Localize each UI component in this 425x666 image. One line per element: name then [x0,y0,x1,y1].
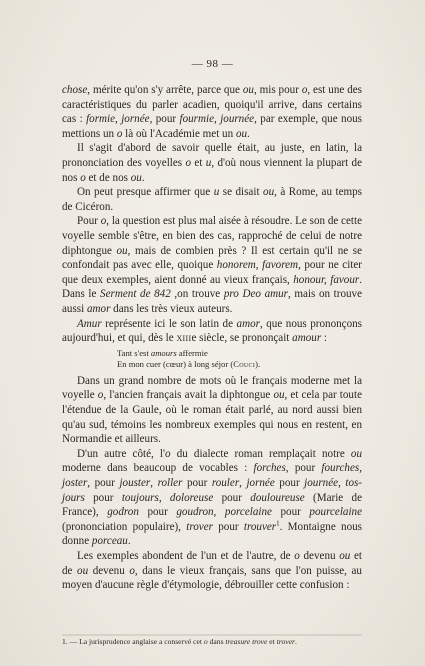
text-run: : [321,332,328,345]
text-run: pour [213,491,251,504]
text-run: Dans un grand nombre de mots où le français moderne met la voyelle [62,374,362,402]
text-run: devenu [88,564,130,577]
text-run: , [239,477,247,490]
text-run: Les exemples abondent de l'un et de l'autre, de [77,550,295,562]
italic-text: o [165,447,171,460]
italic-text: rouler [211,477,240,490]
footnote-ref: 1 [276,519,280,528]
italic-text: ou [130,171,142,184]
verse-line [117,348,362,360]
text-run: , la question est plus mal aisée à résoudre. Le son de cette voyelle semble s'être, en bien des cas, rapproché de celui de notre diphtongue [62,215,362,257]
text-run: , mis pour [253,84,302,96]
text-run: En mon cuer (cœur) à long séjor ( [117,359,234,370]
text-run: , et cela par toute l'étendue de la Gaule, où le roman était parlé, au nord aussi bien qu'au sud, témoins les nombreux exemples qui nous en restent, en Normandie et ailleurs. [62,389,362,446]
text-run: (Marie de France), [62,491,363,519]
italic-text: journée [304,477,339,490]
paragraph [62,214,362,316]
text-run: , que nous prononçons aujourd'hui, et qui, dès le [62,317,362,345]
text-run: Il s'agit d'abord de savoir quelle était, au juste, en latin, la prononciation des voyelles [62,142,362,169]
page-number: — 98 — [191,58,234,70]
text-run: e siècle, se prononçait [191,332,293,345]
text-run: pour [84,491,122,504]
italic-text: o [97,389,104,402]
italic-text: ou [242,84,254,96]
text-run: et de [62,550,362,577]
text-run: et [267,637,277,646]
text-run: . [141,171,145,184]
italic-text: u [205,156,212,169]
italic-text: forches [253,462,286,475]
italic-text: ou [339,550,351,562]
italic-text: amour [292,332,322,345]
text-run: pour [271,506,310,519]
italic-text: porcelaine [224,506,272,519]
italic-text: goudron [176,506,214,519]
text-run: , [213,506,225,519]
italic-text: amours [150,347,177,358]
text-run: se disait [219,186,264,199]
paragraph [62,374,362,447]
italic-text: pourcelaine [309,506,362,519]
text-run: dans les très vieux auteurs. [110,302,233,315]
italic-text: o [116,127,123,140]
italic-text: fourmie, journée, [179,113,257,126]
text-run: D'un autre côté, l' [77,447,166,460]
italic-text: jouster [119,477,151,490]
footnote [62,637,362,647]
italic-text: Amur [77,317,102,330]
italic-text: fourches, [321,462,362,475]
text-run: par exemple, que nous mettions un [62,113,362,140]
text-run: , pour [87,477,120,490]
italic-text: trover [186,520,213,533]
text-run: xiii [176,332,192,345]
text-run: On peut presque affirmer que [77,186,214,199]
italic-text: u [213,186,220,199]
text-run: pour [152,113,180,126]
text-run: . Dans le [62,273,362,301]
italic-text: o [80,171,86,184]
text-run: , mais de combien près ? Il est certain qu'il ne se confondait pas avec elle, quoique [62,244,362,272]
paragraph [62,549,362,593]
text-run: , d'où nous viennent la plupart de nos [62,156,362,184]
italic-text: toujours [121,491,159,504]
paragraph [62,185,362,214]
text-run: représente ici le son latin de [101,317,237,330]
text-run: et de nos [85,171,131,184]
text-run: , mais on trouve aussi [62,288,363,315]
italic-text: porceau [91,535,128,548]
verse-quote [117,348,362,371]
verse-line [117,359,362,371]
text-run: pour [182,477,212,490]
italic-text: trover [276,637,295,646]
text-run: et [191,156,206,169]
text-run: , est une des caractéristiques du parler acadien, quoiqu'il arrive, dans certains cas : [62,84,362,126]
text-run: 1. — La jurisprudence anglaise a conservé cet [62,637,204,646]
text-run: , [338,477,346,490]
paragraph [62,317,362,346]
italic-text: ou [116,244,128,257]
italic-text: ou [273,389,285,402]
italic-text: Serment de 842 [100,288,171,301]
text-run: pour ne citer que deux exemples, aient donné au vieux français, [62,259,362,286]
text-run: (prononciation populaire), [62,520,187,533]
italic-text: o [301,84,308,96]
text-run: pour [274,477,305,490]
text-run: . [127,535,131,548]
italic-text: ou [77,564,89,577]
italic-text: amor [236,317,260,330]
text-run: , dans le vieux français, sans que l'on puisse, au moyen d'aucune règle d'étymologie, débrouiller cette confusion : [62,564,362,592]
text-run: , [158,491,170,504]
text-run: , l'ancien français avait la diphtongue [103,389,274,402]
italic-text: amor [86,302,111,315]
footnote-divider [62,634,362,636]
italic-text: tos-jours [62,477,362,504]
italic-text: trouver [243,520,277,533]
text-run: pour [212,520,244,533]
paragraph [62,447,362,549]
text-run: du dialecte roman remplaçait notre [170,447,351,460]
italic-text: treasure trove [225,637,268,646]
italic-text: chose [62,84,88,96]
text-run: . [247,127,250,140]
text-run: ,on trouve [170,288,224,301]
text-run: Pour [77,215,101,228]
italic-text: formie, jornée, [86,113,153,126]
text-run: . Montaigne nous donne [62,520,362,548]
text-run: Tant s'est [117,347,151,358]
italic-text: o [185,156,192,169]
text-run: Couci [233,359,256,370]
italic-text: jornée [246,477,275,490]
text-run: , pour [285,462,322,475]
italic-text: o [129,564,135,577]
italic-text: douloureuse [250,491,305,504]
italic-text: godron [107,506,139,519]
text-run: , à Rome, au temps de Cicéron. [62,186,362,213]
italic-text: ou [263,186,275,199]
paragraph [62,141,362,185]
text-run: là où l'Académie met un [122,127,236,140]
text-run: , mérite qu'on s'y arrête, parce que [87,84,243,96]
italic-text: honour, favour [293,273,360,286]
paragraph [62,83,362,141]
italic-text: ou [350,447,362,460]
italic-text: o [100,215,107,228]
text-run: devenu [299,550,340,562]
italic-text: pro Deo amur [223,288,288,301]
italic-text: o [203,637,208,646]
italic-text: doloreuse [169,491,214,504]
italic-text: joster [62,477,88,490]
text-run: pour [138,506,177,519]
text-run: dans [207,637,226,646]
main-text [62,83,362,593]
text-run: ). [255,359,261,370]
italic-text: ou [235,127,248,140]
italic-text: honorem, favorem, [216,259,301,272]
italic-text: o [294,550,300,562]
text-run: moderne dans beaucoup de vocables : [62,462,254,475]
text-run: . [294,637,297,646]
italic-text: roller [157,477,183,490]
text-run: affermie [176,347,208,358]
text-run: , [150,477,158,490]
